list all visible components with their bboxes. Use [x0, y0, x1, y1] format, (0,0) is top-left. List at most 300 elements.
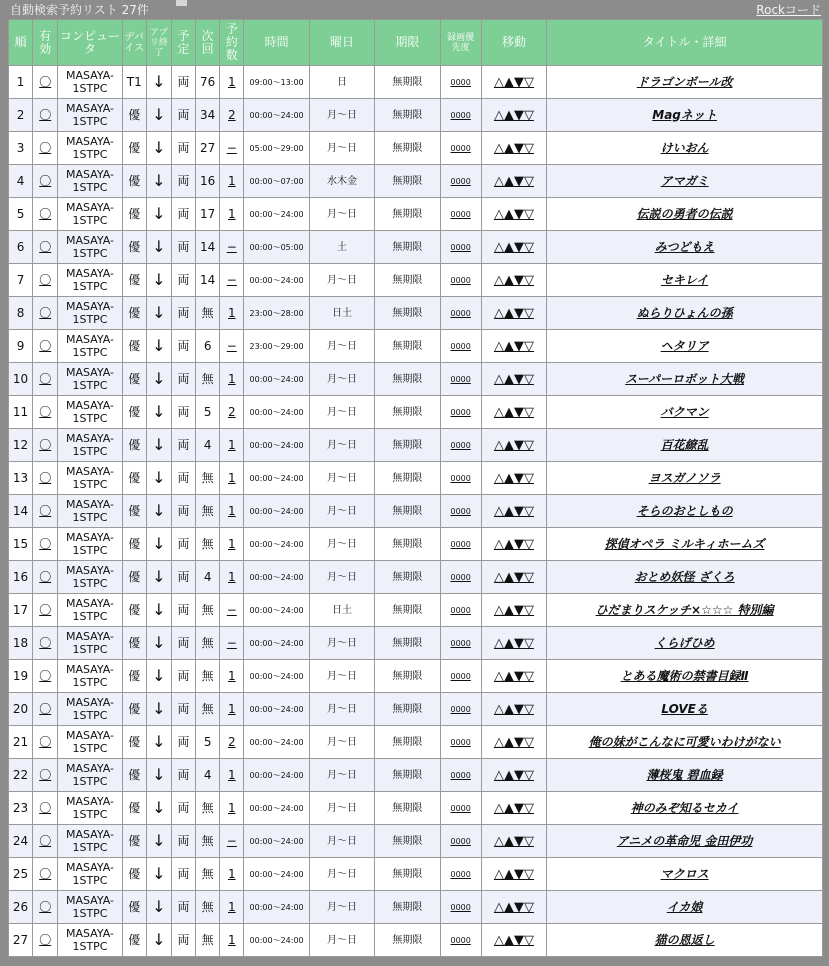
move-up-icon[interactable]: ▲	[503, 668, 514, 684]
reserve-count-link[interactable]	[220, 693, 244, 726]
move-up-icon[interactable]: ▲	[503, 569, 514, 585]
title-link[interactable]: Magネット	[652, 107, 717, 122]
valid-toggle[interactable]	[33, 198, 58, 231]
title-link[interactable]: 神のみぞ知るセカイ	[630, 800, 739, 815]
move-last-icon[interactable]: ▽	[523, 437, 534, 453]
move-first-icon[interactable]: △	[493, 536, 504, 552]
valid-toggle[interactable]	[33, 396, 58, 429]
move-first-icon[interactable]: △	[493, 140, 504, 156]
move-first-icon[interactable]: △	[493, 371, 504, 387]
reserve-count-link[interactable]	[220, 330, 244, 363]
move-down-icon[interactable]: ▼	[513, 602, 524, 618]
cell-text: 月〜日	[326, 109, 357, 121]
reserve-count-link[interactable]	[220, 99, 244, 132]
table-row	[9, 231, 823, 264]
app-exit-cell	[147, 891, 172, 924]
move-up-icon[interactable]: ▲	[503, 206, 514, 222]
move-first-icon[interactable]: △	[493, 734, 504, 750]
valid-toggle[interactable]	[33, 66, 58, 99]
device-cell	[123, 330, 147, 363]
cell-text: 優	[128, 173, 141, 188]
valid-toggle[interactable]	[33, 858, 58, 891]
move-last-icon[interactable]: ▽	[523, 239, 534, 255]
move-up-icon[interactable]: ▲	[503, 800, 514, 816]
title-link[interactable]: けいおん	[660, 140, 709, 155]
move-first-icon[interactable]: △	[493, 833, 504, 849]
table-row	[9, 297, 823, 330]
valid-toggle[interactable]	[33, 594, 58, 627]
cell-text: 2	[227, 404, 236, 419]
move-last-icon[interactable]: ▽	[523, 74, 534, 90]
priority-link[interactable]	[441, 792, 482, 825]
reserve-count-link[interactable]	[220, 759, 244, 792]
priority-link[interactable]	[441, 825, 482, 858]
cell-text: 27	[12, 932, 29, 947]
valid-toggle[interactable]	[33, 792, 58, 825]
day-cell	[310, 462, 375, 495]
move-last-icon[interactable]: ▽	[523, 503, 534, 519]
valid-toggle[interactable]	[33, 429, 58, 462]
title-link[interactable]: ヘタリア	[660, 338, 709, 353]
move-down-icon[interactable]: ▼	[513, 173, 524, 189]
cell-text: 00:00〜24:00	[249, 605, 304, 615]
cell-text: 〇	[39, 371, 52, 386]
cell-text: 9	[16, 338, 25, 353]
down-arrow-icon: ↓	[152, 797, 166, 817]
cell-text: 4	[203, 437, 212, 452]
title-link[interactable]: アニメの革命児 金田伊功	[616, 833, 753, 848]
app-exit-cell	[147, 693, 172, 726]
move-up-icon[interactable]: ▲	[503, 602, 514, 618]
move-up-icon[interactable]: ▲	[503, 239, 514, 255]
move-up-icon[interactable]: ▲	[503, 833, 514, 849]
time-cell	[244, 660, 309, 693]
move-up-icon[interactable]: ▲	[503, 74, 514, 90]
valid-toggle[interactable]	[33, 924, 58, 957]
move-last-icon[interactable]: ▽	[523, 206, 534, 222]
priority-link[interactable]	[441, 132, 482, 165]
reserve-count-link[interactable]	[220, 528, 244, 561]
move-up-icon[interactable]: ▲	[503, 371, 514, 387]
move-down-icon[interactable]: ▼	[513, 140, 524, 156]
down-arrow-icon: ↓	[152, 533, 166, 553]
title-link[interactable]: 伝説の勇者の伝説	[636, 206, 733, 221]
table-row	[9, 396, 823, 429]
move-cell	[482, 429, 547, 462]
move-last-icon[interactable]: ▽	[523, 899, 534, 915]
valid-toggle[interactable]	[33, 627, 58, 660]
move-down-icon[interactable]: ▼	[513, 767, 524, 783]
cell-text: −	[226, 338, 237, 353]
time-cell	[244, 396, 309, 429]
cell-text: 0000	[450, 539, 471, 549]
move-last-icon[interactable]: ▽	[523, 470, 534, 486]
cell-text: 水木金	[326, 175, 357, 187]
move-last-icon[interactable]: ▽	[523, 833, 534, 849]
reserve-count-link[interactable]	[220, 165, 244, 198]
move-down-icon[interactable]: ▼	[513, 404, 524, 420]
move-first-icon[interactable]: △	[493, 173, 504, 189]
priority-link[interactable]	[441, 264, 482, 297]
reserve-count-link[interactable]	[220, 231, 244, 264]
priority-link[interactable]	[441, 693, 482, 726]
move-last-icon[interactable]: ▽	[523, 140, 534, 156]
priority-link[interactable]	[441, 231, 482, 264]
title-cell	[547, 66, 823, 99]
cell-text: 日土	[331, 604, 352, 616]
move-first-icon[interactable]: △	[493, 74, 504, 90]
title-link[interactable]: ヨスガノソラ	[648, 470, 721, 485]
priority-link[interactable]	[441, 330, 482, 363]
cell-text: 両	[177, 503, 190, 518]
move-down-icon[interactable]: ▼	[513, 206, 524, 222]
move-down-icon[interactable]: ▼	[513, 899, 524, 915]
day-cell	[310, 561, 375, 594]
cell-text: 1	[227, 503, 236, 518]
reserve-count-link[interactable]	[220, 891, 244, 924]
app-exit-cell	[147, 561, 172, 594]
move-last-icon[interactable]: ▽	[523, 272, 534, 288]
reserve-count-link[interactable]	[220, 198, 244, 231]
schedule-cell	[172, 132, 196, 165]
cell-text: 6	[16, 239, 25, 254]
move-up-icon[interactable]: ▲	[503, 536, 514, 552]
cell-text: 〇	[39, 437, 52, 452]
reserve-count-link[interactable]	[220, 264, 244, 297]
move-down-icon[interactable]: ▼	[513, 866, 524, 882]
move-first-icon[interactable]: △	[493, 701, 504, 717]
move-last-icon[interactable]: ▽	[523, 668, 534, 684]
cell-text: 0000	[450, 737, 471, 747]
cell-text: 1	[227, 932, 236, 947]
valid-toggle[interactable]	[33, 693, 58, 726]
reserve-count-link[interactable]	[220, 858, 244, 891]
day-cell	[310, 363, 375, 396]
move-first-icon[interactable]: △	[493, 305, 504, 321]
title-link[interactable]: おとめ妖怪 ざくろ	[634, 569, 735, 584]
move-down-icon[interactable]: ▼	[513, 338, 524, 354]
priority-link[interactable]	[441, 297, 482, 330]
cell-text: 4	[203, 569, 212, 584]
move-last-icon[interactable]: ▽	[523, 635, 534, 651]
priority-link[interactable]	[441, 924, 482, 957]
priority-link[interactable]	[441, 99, 482, 132]
move-last-icon[interactable]: ▽	[523, 404, 534, 420]
move-first-icon[interactable]: △	[493, 404, 504, 420]
move-up-icon[interactable]: ▲	[503, 734, 514, 750]
down-arrow-icon: ↓	[152, 731, 166, 751]
move-down-icon[interactable]: ▼	[513, 503, 524, 519]
device-cell	[123, 495, 147, 528]
table-row	[9, 66, 823, 99]
move-first-icon[interactable]: △	[493, 767, 504, 783]
valid-toggle[interactable]	[33, 231, 58, 264]
schedule-cell	[172, 825, 196, 858]
title-link[interactable]: そらのおとしもの	[636, 503, 733, 518]
reserve-count-link[interactable]	[220, 462, 244, 495]
move-last-icon[interactable]: ▽	[523, 767, 534, 783]
move-up-icon[interactable]: ▲	[503, 932, 514, 948]
priority-link[interactable]	[441, 66, 482, 99]
move-up-icon[interactable]: ▲	[503, 173, 514, 189]
move-last-icon[interactable]: ▽	[523, 569, 534, 585]
cell-text: 無	[201, 371, 214, 386]
valid-toggle[interactable]	[33, 363, 58, 396]
valid-toggle[interactable]	[33, 891, 58, 924]
priority-link[interactable]	[441, 561, 482, 594]
title-link[interactable]: 薄桜鬼 碧血録	[646, 767, 723, 782]
cell-text: 0000	[450, 77, 471, 87]
priority-link[interactable]	[441, 396, 482, 429]
valid-toggle[interactable]	[33, 660, 58, 693]
move-down-icon[interactable]: ▼	[513, 833, 524, 849]
cell-text: 1	[227, 800, 236, 815]
cell-text: 〇	[39, 800, 52, 815]
valid-toggle[interactable]	[33, 330, 58, 363]
title-link[interactable]: 百花繚乱	[660, 437, 709, 452]
priority-link[interactable]	[441, 198, 482, 231]
cell-text: 無	[201, 635, 214, 650]
valid-toggle[interactable]	[33, 264, 58, 297]
device-cell	[123, 858, 147, 891]
cell-text: 3	[16, 140, 25, 155]
reserve-count-link[interactable]	[220, 924, 244, 957]
cell-text: 09:00〜13:00	[249, 77, 304, 87]
title-link[interactable]: くらげひめ	[654, 635, 715, 650]
valid-toggle[interactable]	[33, 132, 58, 165]
title-link[interactable]: ぬらりひょんの孫	[636, 305, 733, 320]
table-row	[9, 825, 823, 858]
priority-link[interactable]	[441, 627, 482, 660]
move-last-icon[interactable]: ▽	[523, 734, 534, 750]
valid-toggle[interactable]	[33, 528, 58, 561]
title-link[interactable]: ドラゴンボール改	[636, 74, 733, 89]
priority-link[interactable]	[441, 726, 482, 759]
priority-link[interactable]	[441, 594, 482, 627]
move-last-icon[interactable]: ▽	[523, 371, 534, 387]
move-first-icon[interactable]: △	[493, 899, 504, 915]
title-link[interactable]: みつどもえ	[654, 239, 715, 254]
move-up-icon[interactable]: ▲	[503, 404, 514, 420]
row-number	[9, 99, 33, 132]
move-up-icon[interactable]: ▲	[503, 503, 514, 519]
move-down-icon[interactable]: ▼	[513, 305, 524, 321]
move-last-icon[interactable]: ▽	[523, 800, 534, 816]
move-last-icon[interactable]: ▽	[523, 866, 534, 882]
move-down-icon[interactable]: ▼	[513, 74, 524, 90]
title-link[interactable]: 探偵オペラ ミルキィホームズ	[604, 536, 765, 551]
valid-toggle[interactable]	[33, 726, 58, 759]
title-cell	[547, 726, 823, 759]
title-cell	[547, 891, 823, 924]
move-last-icon[interactable]: ▽	[523, 107, 534, 123]
app-exit-cell	[147, 528, 172, 561]
title-link[interactable]: バクマン	[660, 404, 709, 419]
move-down-icon[interactable]: ▼	[513, 371, 524, 387]
cell-text: 無	[201, 833, 214, 848]
title-link[interactable]: 俺の妹がこんなに可愛いわけがない	[588, 734, 781, 749]
move-down-icon[interactable]: ▼	[513, 800, 524, 816]
reserve-count-link[interactable]	[220, 594, 244, 627]
move-down-icon[interactable]: ▼	[513, 701, 524, 717]
reserve-count-link[interactable]	[220, 132, 244, 165]
move-down-icon[interactable]: ▼	[513, 470, 524, 486]
col-title	[547, 20, 823, 66]
title-link[interactable]: マクロス	[660, 866, 709, 881]
priority-link[interactable]	[441, 429, 482, 462]
valid-toggle[interactable]	[33, 825, 58, 858]
priority-link[interactable]	[441, 759, 482, 792]
move-first-icon[interactable]: △	[493, 932, 504, 948]
reserve-count-link[interactable]	[220, 726, 244, 759]
move-last-icon[interactable]: ▽	[523, 602, 534, 618]
reserve-count-link[interactable]	[220, 429, 244, 462]
priority-link[interactable]	[441, 165, 482, 198]
row-number	[9, 363, 33, 396]
reserve-count-link[interactable]	[220, 825, 244, 858]
valid-toggle[interactable]	[33, 462, 58, 495]
cell-text: 0000	[450, 341, 471, 351]
move-up-icon[interactable]: ▲	[503, 107, 514, 123]
valid-toggle[interactable]	[33, 297, 58, 330]
move-up-icon[interactable]: ▲	[503, 866, 514, 882]
move-last-icon[interactable]: ▽	[523, 701, 534, 717]
title-link[interactable]: スーパーロボット大戦	[625, 371, 744, 386]
move-up-icon[interactable]: ▲	[503, 437, 514, 453]
move-down-icon[interactable]: ▼	[513, 932, 524, 948]
move-first-icon[interactable]: △	[493, 107, 504, 123]
reserve-count-link[interactable]	[220, 297, 244, 330]
title-link[interactable]: LOVEる	[661, 701, 708, 716]
priority-link[interactable]	[441, 858, 482, 891]
cell-text: 00:00〜24:00	[249, 770, 304, 780]
title-link[interactable]: 猫の恩返し	[654, 932, 715, 947]
title-cell	[547, 594, 823, 627]
title-link[interactable]: セキレイ	[660, 272, 709, 287]
cell-text: 月〜日	[326, 571, 357, 583]
cell-text: 1STPC	[72, 115, 108, 128]
move-first-icon[interactable]: △	[493, 470, 504, 486]
schedule-cell	[172, 264, 196, 297]
day-cell	[310, 495, 375, 528]
down-arrow-icon: ↓	[152, 830, 166, 850]
move-last-icon[interactable]: ▽	[523, 305, 534, 321]
move-first-icon[interactable]: △	[493, 503, 504, 519]
title-link[interactable]: ひだまりスケッチ×☆☆☆ 特別編	[595, 602, 774, 617]
move-down-icon[interactable]: ▼	[513, 239, 524, 255]
move-up-icon[interactable]: ▲	[503, 338, 514, 354]
valid-toggle[interactable]	[33, 561, 58, 594]
move-up-icon[interactable]: ▲	[503, 767, 514, 783]
move-down-icon[interactable]: ▼	[513, 569, 524, 585]
move-last-icon[interactable]: ▽	[523, 173, 534, 189]
valid-toggle[interactable]	[33, 165, 58, 198]
cell-text: 0000	[450, 572, 471, 582]
move-first-icon[interactable]: △	[493, 272, 504, 288]
reserve-count-link[interactable]	[220, 627, 244, 660]
move-down-icon[interactable]: ▼	[513, 668, 524, 684]
move-up-icon[interactable]: ▲	[503, 635, 514, 651]
reserve-count-link[interactable]	[220, 660, 244, 693]
title-cell	[547, 462, 823, 495]
title-link[interactable]: とある魔術の禁書目録Ⅱ	[620, 668, 749, 683]
down-arrow-icon: ↓	[152, 137, 166, 157]
move-first-icon[interactable]: △	[493, 239, 504, 255]
move-up-icon[interactable]: ▲	[503, 140, 514, 156]
move-last-icon[interactable]: ▽	[523, 536, 534, 552]
cell-text: 1STPC	[72, 478, 108, 491]
priority-link[interactable]	[441, 462, 482, 495]
move-first-icon[interactable]: △	[493, 338, 504, 354]
reserve-count-link[interactable]	[220, 396, 244, 429]
down-arrow-icon: ↓	[152, 500, 166, 520]
reserve-count-link[interactable]	[220, 561, 244, 594]
move-first-icon[interactable]: △	[493, 800, 504, 816]
limit-cell	[375, 825, 440, 858]
move-first-icon[interactable]: △	[493, 866, 504, 882]
reserve-count-link[interactable]	[220, 363, 244, 396]
cell-text: 00:00〜07:00	[249, 176, 304, 186]
valid-toggle[interactable]	[33, 759, 58, 792]
cell-text: 無期限	[392, 802, 423, 814]
move-last-icon[interactable]: ▽	[523, 932, 534, 948]
time-cell	[244, 924, 309, 957]
next-cell	[196, 660, 220, 693]
move-up-icon[interactable]: ▲	[503, 272, 514, 288]
move-cell	[482, 198, 547, 231]
cell-text: 無	[201, 602, 214, 617]
rock-code-link[interactable]: Rockコード	[756, 3, 821, 17]
computer-name	[58, 792, 122, 825]
move-down-icon[interactable]: ▼	[513, 272, 524, 288]
move-down-icon[interactable]: ▼	[513, 107, 524, 123]
priority-link[interactable]	[441, 891, 482, 924]
move-down-icon[interactable]: ▼	[513, 536, 524, 552]
move-up-icon[interactable]: ▲	[503, 701, 514, 717]
move-first-icon[interactable]: △	[493, 668, 504, 684]
cell-text: 00:00〜24:00	[249, 869, 304, 879]
priority-link[interactable]	[441, 660, 482, 693]
move-first-icon[interactable]: △	[493, 602, 504, 618]
computer-name	[58, 495, 122, 528]
reserve-count-link[interactable]	[220, 792, 244, 825]
move-last-icon[interactable]: ▽	[523, 338, 534, 354]
move-first-icon[interactable]: △	[493, 635, 504, 651]
move-first-icon[interactable]: △	[493, 569, 504, 585]
next-cell	[196, 858, 220, 891]
reserve-count-link[interactable]	[220, 66, 244, 99]
priority-link[interactable]	[441, 495, 482, 528]
reserve-count-link[interactable]	[220, 495, 244, 528]
move-up-icon[interactable]: ▲	[503, 899, 514, 915]
cell-text: 無期限	[392, 934, 423, 946]
valid-toggle[interactable]	[33, 99, 58, 132]
move-down-icon[interactable]: ▼	[513, 437, 524, 453]
move-up-icon[interactable]: ▲	[503, 305, 514, 321]
move-down-icon[interactable]: ▼	[513, 734, 524, 750]
move-up-icon[interactable]: ▲	[503, 470, 514, 486]
title-link[interactable]: イカ娘	[666, 899, 703, 914]
move-first-icon[interactable]: △	[493, 437, 504, 453]
move-down-icon[interactable]: ▼	[513, 635, 524, 651]
priority-link[interactable]	[441, 528, 482, 561]
move-first-icon[interactable]: △	[493, 206, 504, 222]
priority-link[interactable]	[441, 363, 482, 396]
valid-toggle[interactable]	[33, 495, 58, 528]
cell-text: 両	[177, 404, 190, 419]
cell-text: 優	[128, 866, 141, 881]
title-link[interactable]: アマガミ	[660, 173, 709, 188]
